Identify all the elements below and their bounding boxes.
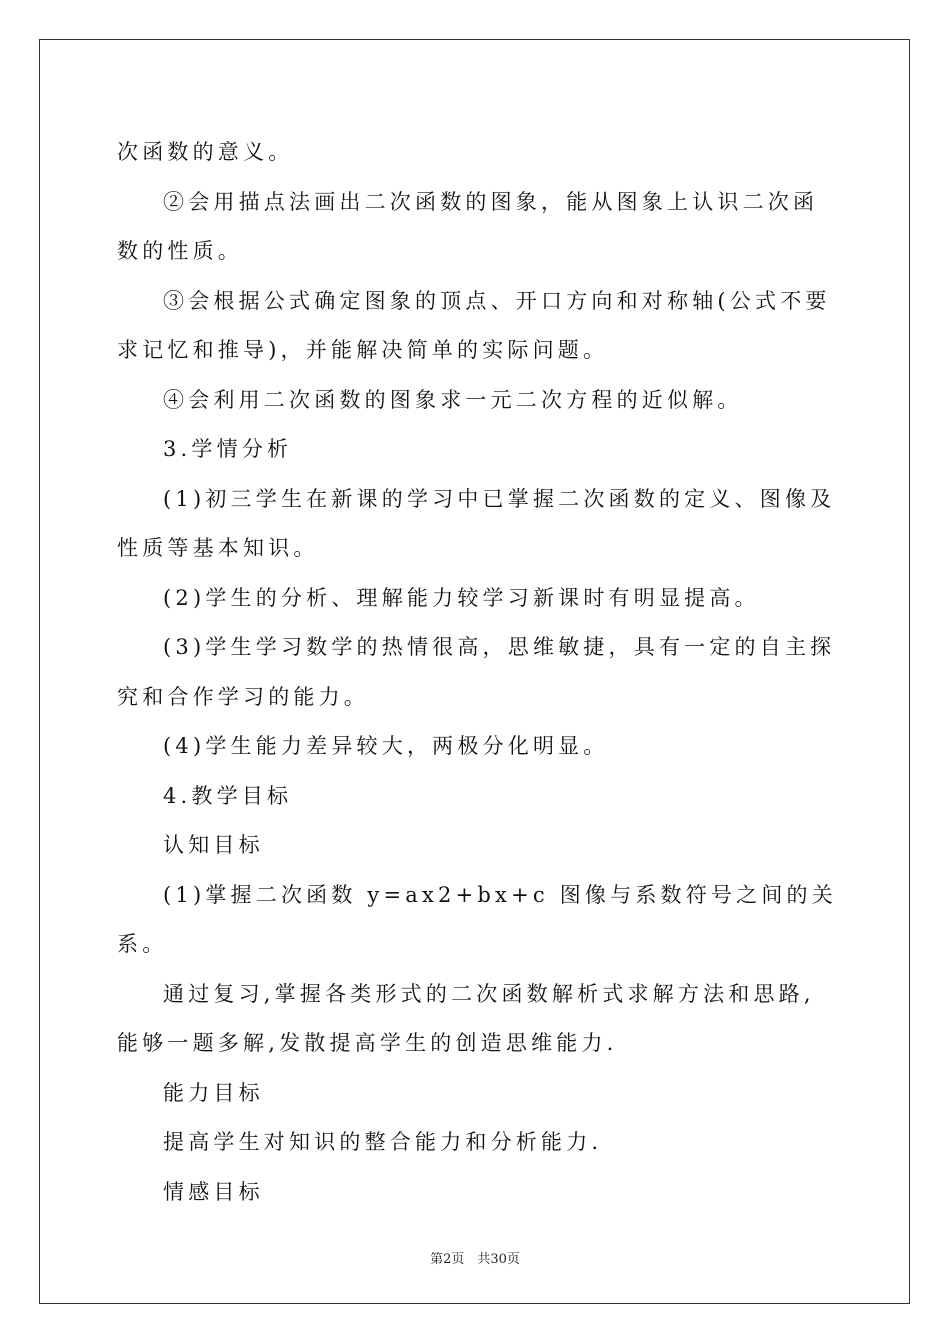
paragraph: ④会利用二次函数的图象求一元二次方程的近似解。 <box>163 387 743 412</box>
subheading: 情感目标 <box>163 1179 264 1204</box>
page-footer: 第2页 共30页 <box>430 1252 520 1267</box>
section-heading: 3.学情分析 <box>163 437 293 461</box>
paragraph: (4)学生能力差异较大，两极分化明显。 <box>163 734 609 758</box>
document-body <box>117 128 839 1217</box>
paragraph: ②会用描点法画出二次函数的图象，能从图象上认识二次函数的性质。 <box>117 189 819 263</box>
subheading: 认知目标 <box>163 833 264 857</box>
paragraph: (3)学生学习数学的热情很高，思维敏捷，具有一定的自主探究和合作学习的能力。 <box>117 635 836 709</box>
subheading: 能力目标 <box>163 1080 264 1105</box>
paragraph: (2)学生的分析、理解能力较学习新课时有明显提高。 <box>163 585 760 610</box>
paragraph: 通过复习,掌握各类形式的二次函数解析式求解方法和思路,能够一题多解,发散提高学生的创造思维能力. <box>117 981 815 1055</box>
paragraph: (1)初三学生在新课的学习中已掌握二次函数的定义、图像及性质等基本知识。 <box>117 486 836 560</box>
paragraph: 提高学生对知识的整合能力和分析能力. <box>163 1130 603 1154</box>
section-heading: 4.教学目标 <box>163 783 293 808</box>
paragraph: (1)掌握二次函数 y=ax2+bx+c 图像与系数符号之间的关系。 <box>117 882 837 956</box>
paragraph: 次函数的意义。 <box>117 140 294 164</box>
paragraph: ③会根据公式确定图象的顶点、开口方向和对称轴(公式不要求记忆和推导)，并能解决简单的实际问题。 <box>117 288 831 362</box>
